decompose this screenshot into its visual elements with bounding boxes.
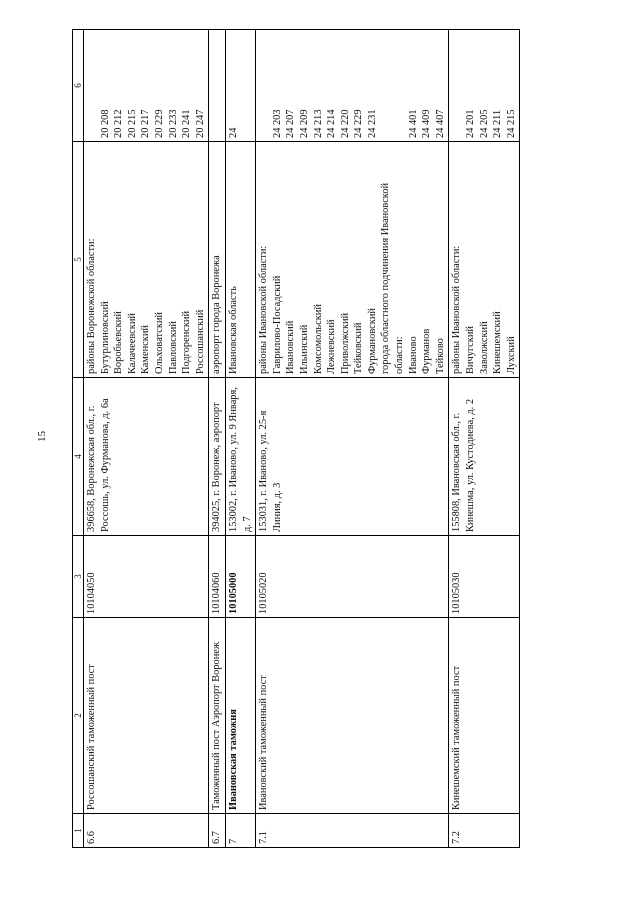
area-line: Вичугский [465,326,477,374]
code-line: 24 409 [421,109,433,138]
area-line: районы Воронежской области: [86,238,97,374]
code-line: 24 [227,127,239,138]
code-line: 20 212 [113,109,125,138]
area-line: Ивановская область [227,286,239,374]
column-number-row [73,30,84,848]
row-number: 7.2 [449,814,520,848]
area-line: Россошанский [194,309,206,374]
code-line: 20 215 [126,109,138,138]
area-line: районы Ивановской области: [451,245,463,374]
code-line: 20 229 [153,109,165,138]
post-address: 155808, Ивановская обл., г. Кинешма, ул. Кустодиева, д. 2 [449,378,520,536]
area-line: Тейково [434,338,446,374]
table-row [256,30,449,848]
area-line: Ивановский [285,320,297,374]
col-header: 3 [73,536,84,618]
okato-codes [84,30,209,142]
area-line: Воробьевский [113,311,125,374]
okato-codes [256,30,449,142]
post-code: 10104050 [84,536,209,618]
okato-codes [209,30,226,142]
area-line: области: [394,336,406,374]
post-address: 396658, Воронежская обл., г. Россошь, ул. Фурманова, д. 6а [84,378,209,536]
row-number: 7 [225,814,255,848]
table-row [84,30,209,848]
area-line: Тейковский [353,322,365,374]
code-line: 20 233 [167,109,179,138]
area-line: Каменский [140,325,152,374]
post-code: 10104060 [209,536,226,618]
col-header: 6 [73,30,84,142]
code-line [393,33,407,138]
col-header: 2 [73,618,84,814]
table-row [225,30,255,848]
code-line [450,33,464,138]
area-line: Ильинский [298,324,310,374]
code-line: 24 205 [478,109,490,138]
row-number: 6.7 [209,814,226,848]
area-line: Приволжский [339,312,351,374]
area-line: Павловский [167,321,179,374]
page-number: 15 [36,431,48,442]
code-line [257,33,271,138]
code-line: 24 220 [339,109,351,138]
post-code: 10105030 [449,536,520,618]
area-line: Гаврилово-Посадский [271,275,283,374]
code-line: 24 201 [465,109,477,138]
code-line: 24 401 [407,109,419,138]
post-address: 394025, г. Воронеж, аэропорт [209,378,226,536]
code-line: 20 241 [181,109,193,138]
area-line: Ольховатский [153,312,165,374]
area-line: города областного подчинения Ивановской [380,182,392,374]
area-line: аэропорт города Воронежа [211,255,223,374]
area-line: Комсомольский [312,304,324,374]
code-line: 24 231 [366,109,378,138]
post-code: 10105020 [256,536,449,618]
code-line: 24 229 [353,109,365,138]
post-name: Ивановская таможня [225,618,255,814]
col-header: 5 [73,142,84,378]
code-line [210,33,224,138]
area-line: Фурмановский [366,308,378,374]
post-address: 153002, г. Иваново, ул. 9 Января, д. 7 [225,378,255,536]
service-areas [225,142,255,378]
customs-table [72,29,520,848]
code-line [379,33,393,138]
table-row [449,30,520,848]
rotated-page [72,30,610,848]
code-line [85,33,99,138]
code-line: 24 207 [285,109,297,138]
code-line: 24 213 [312,109,324,138]
code-line: 24 211 [492,109,504,138]
row-number: 7.1 [256,814,449,848]
post-name: Ивановский таможенный пост [256,618,449,814]
area-line: Кинешемский [492,311,504,374]
service-areas [209,142,226,378]
post-code: 10105000 [225,536,255,618]
area-line: Подгоренский [181,310,193,374]
okato-codes [449,30,520,142]
area-line: районы Ивановской области: [258,245,270,374]
area-line: Лежневский [326,319,338,374]
row-number: 6.6 [84,814,209,848]
col-header: 4 [73,378,84,536]
code-line: 24 407 [434,109,446,138]
area-line: Заволжский [478,321,490,374]
post-name: Таможенный пост Аэропорт Воронеж [209,618,226,814]
table-row [209,30,226,848]
post-name: Россошанский таможенный пост [84,618,209,814]
post-name: Кинешемский таможенный пост [449,618,520,814]
post-address: 153031, г. Иваново, ул. 25-я Линия, д. 3 [256,378,449,536]
service-areas [449,142,520,378]
code-line: 20 217 [140,109,152,138]
service-areas [84,142,209,378]
code-line: 20 208 [99,109,111,138]
code-line: 24 209 [298,109,310,138]
code-line: 24 215 [505,109,517,138]
area-line: Фурманов [421,328,433,374]
service-areas [256,142,449,378]
area-line: Лухский [505,336,517,374]
code-line: 24 214 [326,109,338,138]
col-header: 1 [73,814,84,848]
code-line: 24 203 [271,109,283,138]
code-line: 20 247 [194,109,206,138]
area-line: Бутурлиновский [99,301,111,374]
area-line: Калачеевский [126,313,138,374]
okato-codes [225,30,255,142]
area-line: Иваново [407,336,419,374]
